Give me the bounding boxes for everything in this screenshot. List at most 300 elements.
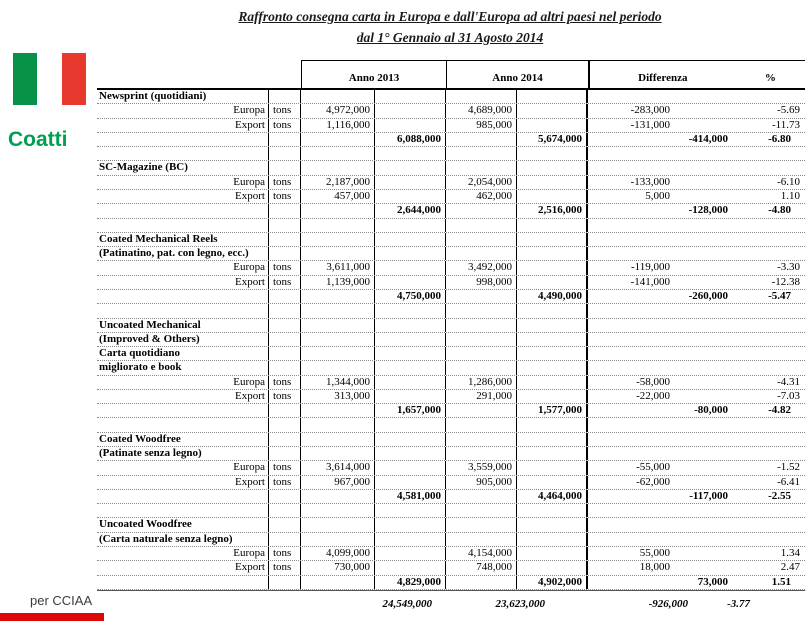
section-label-row	[97, 247, 805, 261]
cell-unit	[269, 90, 301, 103]
section-label-row	[97, 533, 805, 547]
cell-unit	[269, 133, 301, 146]
cell-13b	[375, 504, 446, 517]
cell-diff: -117,000	[689, 489, 728, 502]
cell-pct: -5.47	[768, 289, 791, 302]
cell-14b	[517, 547, 588, 560]
cell-13b	[375, 233, 446, 246]
cell-14a: 998,000	[446, 276, 517, 289]
cell-pct: -6.10	[777, 175, 800, 188]
cell-pct: -4.31	[777, 375, 800, 388]
cell-diff: -131,000	[630, 118, 670, 131]
cell-unit	[269, 290, 301, 303]
cell-unit	[269, 319, 301, 332]
cell-14a: 462,000	[446, 190, 517, 203]
section-total-row	[97, 490, 805, 504]
cell-diff: -58,000	[636, 375, 670, 388]
cell-13b	[375, 147, 446, 160]
cell-label: (Patinatino, pat. con legno, ecc.)	[97, 247, 269, 260]
coatti-logo-text: Coatti	[8, 128, 68, 151]
table-row	[97, 390, 805, 404]
flag-red-stripe	[62, 53, 86, 105]
cell-pct: -4.80	[768, 204, 791, 217]
cell-pct: -1.52	[777, 461, 800, 474]
cell-diff	[588, 447, 735, 460]
cell-label	[97, 418, 269, 431]
cell-14b: 4,902,000	[517, 576, 588, 589]
cell-13b	[375, 447, 446, 460]
cell-14a	[446, 304, 517, 317]
cell-13b	[375, 461, 446, 474]
cell-label: (Carta naturale senza legno)	[97, 533, 269, 546]
cell-label	[97, 490, 269, 503]
header-spacer	[97, 60, 301, 88]
cell-14a	[446, 418, 517, 431]
cell-label	[97, 204, 269, 217]
cell-14b	[517, 561, 588, 574]
cell-13a: 730,000	[301, 561, 375, 574]
cell-13b	[375, 390, 446, 403]
header-differenza-group	[588, 60, 805, 88]
cell-14a	[446, 219, 517, 232]
cell-13a	[301, 133, 375, 146]
cell-14a	[446, 233, 517, 246]
cell-label: Uncoated Woodfree	[97, 518, 269, 531]
cell-13b	[375, 376, 446, 389]
cell-13a	[301, 433, 375, 446]
cell-14a	[446, 404, 517, 417]
cell-13a	[301, 490, 375, 503]
cell-unit	[269, 404, 301, 417]
cell-14a	[446, 133, 517, 146]
cell-pct	[735, 219, 805, 232]
cell-unit: tons	[269, 461, 301, 474]
cell-label	[97, 219, 269, 232]
cell-13b	[375, 418, 446, 431]
cell-14b	[517, 219, 588, 232]
cell-diff	[588, 233, 735, 246]
table-row	[97, 190, 805, 204]
cell-14b	[517, 104, 588, 117]
cell-13a	[301, 204, 375, 217]
cell-pct: -4.82	[768, 404, 791, 417]
cell-label: Europa	[97, 176, 269, 189]
cell-14b	[517, 347, 588, 360]
table-header-row	[97, 60, 805, 90]
cell-13b	[375, 119, 446, 132]
table-row	[97, 561, 805, 575]
cell-diff: -119,000	[630, 261, 670, 274]
cell-label: Europa	[97, 261, 269, 274]
cell-13b	[375, 190, 446, 203]
cell-label: Newsprint (quotidiani)	[97, 90, 269, 103]
cell-13a: 457,000	[301, 190, 375, 203]
cell-13a	[301, 161, 375, 174]
cell-label: Europa	[97, 376, 269, 389]
cell-13b	[375, 319, 446, 332]
table-row	[97, 476, 805, 490]
cell-14b	[517, 161, 588, 174]
cell-unit: tons	[269, 104, 301, 117]
cell-13a	[301, 533, 375, 546]
cell-pct	[735, 361, 805, 374]
section-label-row	[97, 233, 805, 247]
cell-unit: tons	[269, 476, 301, 489]
cell-14a: 748,000	[446, 561, 517, 574]
cell-14a	[446, 347, 517, 360]
cell-pct: -5.69	[777, 104, 800, 117]
cell-pct: -11.73	[771, 118, 800, 131]
cell-diff	[588, 319, 735, 332]
cell-pct: -2.55	[768, 489, 791, 502]
spacer-row	[97, 219, 805, 233]
spacer-row	[97, 147, 805, 161]
cell-14b: 4,490,000	[517, 290, 588, 303]
cell-13a	[301, 90, 375, 103]
cell-14b	[517, 261, 588, 274]
cell-diff: -260,000	[688, 289, 728, 302]
cell-pct	[735, 319, 805, 332]
cell-13b	[375, 276, 446, 289]
cell-unit: tons	[269, 176, 301, 189]
cell-14b	[517, 233, 588, 246]
cell-unit: tons	[269, 190, 301, 203]
cell-14a: 4,154,000	[446, 547, 517, 560]
header-anno-2014: Anno 2014	[446, 60, 588, 88]
cell-14b	[517, 476, 588, 489]
cell-pct	[735, 418, 805, 431]
cell-13b	[375, 161, 446, 174]
cell-pct	[735, 347, 805, 360]
cell-unit	[269, 233, 301, 246]
cell-13a: 3,611,000	[301, 261, 375, 274]
cell-diff: -414,000	[688, 132, 728, 145]
cell-13a	[301, 247, 375, 260]
cell-label: Export	[97, 190, 269, 203]
cell-unit	[269, 533, 301, 546]
cell-unit: tons	[269, 276, 301, 289]
cell-unit	[269, 418, 301, 431]
cell-pct	[735, 504, 805, 517]
cell-pct: -7.03	[777, 389, 800, 402]
cell-unit	[269, 490, 301, 503]
table-row	[97, 276, 805, 290]
cell-13b: 4,829,000	[375, 576, 446, 589]
cell-14a: 2,054,000	[446, 176, 517, 189]
cell-label: Coated Mechanical Reels	[97, 233, 269, 246]
spacer-row	[97, 418, 805, 432]
cell-14a	[446, 204, 517, 217]
cell-13a: 3,614,000	[301, 461, 375, 474]
cell-13b: 2,644,000	[375, 204, 446, 217]
section-label-row	[97, 361, 805, 375]
table-body	[97, 90, 805, 591]
cell-label: Export	[97, 561, 269, 574]
spacer-row	[97, 304, 805, 318]
cell-pct	[735, 333, 805, 346]
cell-unit	[269, 347, 301, 360]
cell-14a	[446, 361, 517, 374]
cell-diff: 55,000	[639, 547, 670, 559]
section-total-row	[97, 290, 805, 304]
cell-unit	[269, 247, 301, 260]
cell-14b	[517, 447, 588, 460]
section-label-row	[97, 518, 805, 532]
cell-label: Export	[97, 119, 269, 132]
cell-14a: 3,559,000	[446, 461, 517, 474]
cell-14b: 1,577,000	[517, 404, 588, 417]
cell-14b	[517, 190, 588, 203]
cell-pct	[735, 304, 805, 317]
section-total-row	[97, 133, 805, 147]
cell-diff: -55,000	[636, 461, 670, 474]
cell-13b	[375, 433, 446, 446]
cell-14b	[517, 147, 588, 160]
cell-unit	[269, 161, 301, 174]
cell-diff	[588, 219, 735, 232]
cell-14b	[517, 176, 588, 189]
cell-label: Carta quotidiano	[97, 347, 269, 360]
cell-14b	[517, 418, 588, 431]
cell-13a	[301, 219, 375, 232]
cell-13a: 2,187,000	[301, 176, 375, 189]
cell-14a	[446, 290, 517, 303]
cell-unit	[269, 361, 301, 374]
cell-diff	[588, 161, 735, 174]
cell-13b	[375, 304, 446, 317]
cell-diff	[588, 347, 735, 360]
cell-13a	[301, 418, 375, 431]
cell-13b	[375, 90, 446, 103]
cell-13a	[301, 504, 375, 517]
cell-pct: 1.51	[771, 575, 791, 588]
cell-14b	[517, 247, 588, 260]
footer-text: per CCIAA	[30, 593, 93, 608]
cell-diff: -141,000	[630, 275, 670, 288]
cell-13b	[375, 347, 446, 360]
table-row	[97, 461, 805, 475]
cell-13b	[375, 333, 446, 346]
cell-14b	[517, 518, 588, 531]
cell-label	[97, 504, 269, 517]
cell-13a	[301, 333, 375, 346]
title-line-1: Raffronto consegna carta in Europa e dall'Europa ad altri paesi nel periodo	[238, 9, 662, 24]
cell-14a	[446, 447, 517, 460]
cell-unit: tons	[269, 261, 301, 274]
cell-pct	[735, 533, 805, 546]
cell-13a: 1,139,000	[301, 276, 375, 289]
cell-unit: tons	[269, 390, 301, 403]
cell-diff	[588, 333, 735, 346]
cell-14b	[517, 376, 588, 389]
cell-13b	[375, 361, 446, 374]
cell-13a	[301, 147, 375, 160]
cell-14b	[517, 361, 588, 374]
section-label-row	[97, 333, 805, 347]
cell-unit	[269, 204, 301, 217]
cell-diff: -22,000	[636, 389, 670, 402]
cell-14b	[517, 433, 588, 446]
cell-label	[97, 404, 269, 417]
cell-13b	[375, 561, 446, 574]
cell-13a	[301, 319, 375, 332]
cell-pct: -6.80	[768, 132, 791, 145]
cell-13a	[301, 518, 375, 531]
grand-total-2013: 24,549,000	[382, 598, 432, 610]
cell-13b	[375, 533, 446, 546]
cell-pct	[735, 447, 805, 460]
cell-13b: 4,581,000	[375, 490, 446, 503]
cell-13b	[375, 176, 446, 189]
cell-14a	[446, 161, 517, 174]
page-title	[95, 6, 805, 48]
cell-pct: -6.41	[777, 475, 800, 488]
cell-14a: 291,000	[446, 390, 517, 403]
cell-diff: 18,000	[639, 561, 670, 574]
cell-13b	[375, 219, 446, 232]
cell-pct	[735, 518, 805, 531]
cell-label: Export	[97, 476, 269, 489]
data-table	[97, 60, 805, 591]
section-label-row	[97, 161, 805, 175]
cell-13b	[375, 476, 446, 489]
cell-unit: tons	[269, 376, 301, 389]
cell-pct: 1.34	[780, 547, 800, 559]
cell-13a	[301, 576, 375, 589]
cell-13a	[301, 233, 375, 246]
header-differenza: Differenza	[638, 72, 688, 84]
cell-diff	[588, 418, 735, 431]
header-anno-2013: Anno 2013	[301, 60, 446, 88]
italy-flag	[13, 53, 86, 105]
accent-bar	[0, 613, 104, 621]
section-label-row	[97, 433, 805, 447]
cell-diff: -128,000	[688, 204, 728, 217]
cell-label	[97, 290, 269, 303]
cell-diff: -62,000	[636, 475, 670, 488]
header-percent: %	[764, 72, 776, 84]
cell-label: (Improved & Others)	[97, 333, 269, 346]
flag-white-stripe	[37, 53, 62, 105]
cell-14b	[517, 504, 588, 517]
cell-14b	[517, 319, 588, 332]
cell-14b: 2,516,000	[517, 204, 588, 217]
section-total-row	[97, 204, 805, 218]
cell-14a: 3,492,000	[446, 261, 517, 274]
table-row	[97, 176, 805, 190]
cell-13a	[301, 290, 375, 303]
cell-unit: tons	[269, 561, 301, 574]
cell-14b	[517, 333, 588, 346]
cell-unit	[269, 219, 301, 232]
cell-14b	[517, 533, 588, 546]
cell-pct	[735, 247, 805, 260]
cell-diff	[588, 247, 735, 260]
cell-diff	[588, 361, 735, 374]
cell-13a: 4,972,000	[301, 104, 375, 117]
cell-diff: 73,000	[697, 575, 728, 588]
cell-unit	[269, 576, 301, 589]
cell-14a	[446, 147, 517, 160]
cell-label: Uncoated Mechanical	[97, 319, 269, 332]
section-label-row	[97, 347, 805, 361]
cell-14a	[446, 247, 517, 260]
cell-pct	[735, 90, 805, 103]
cell-label: Coated Woodfree	[97, 433, 269, 446]
cell-14a: 985,000	[446, 119, 517, 132]
cell-13b	[375, 547, 446, 560]
cell-13b: 4,750,000	[375, 290, 446, 303]
cell-13a: 313,000	[301, 390, 375, 403]
cell-14b	[517, 276, 588, 289]
cell-pct: -3.30	[777, 261, 800, 274]
cell-pct	[735, 233, 805, 246]
cell-13b	[375, 247, 446, 260]
section-label-row	[97, 319, 805, 333]
cell-14a	[446, 576, 517, 589]
cell-14b	[517, 390, 588, 403]
cell-13b	[375, 104, 446, 117]
cell-unit	[269, 447, 301, 460]
cell-label: Export	[97, 390, 269, 403]
cell-label	[97, 133, 269, 146]
cell-13a: 4,099,000	[301, 547, 375, 560]
cell-14b: 5,674,000	[517, 133, 588, 146]
cell-label: Export	[97, 276, 269, 289]
cell-unit	[269, 504, 301, 517]
cell-13a	[301, 447, 375, 460]
cell-diff: -283,000	[630, 104, 670, 117]
section-total-row	[97, 576, 805, 590]
title-line-2: dal 1° Gennaio al 31 Agosto 2014	[356, 30, 544, 45]
cell-diff	[588, 90, 735, 103]
cell-14a	[446, 90, 517, 103]
cell-14a	[446, 533, 517, 546]
cell-14a	[446, 319, 517, 332]
cell-label	[97, 576, 269, 589]
cell-14b	[517, 304, 588, 317]
cell-14b	[517, 90, 588, 103]
cell-13b	[375, 261, 446, 274]
cell-14a: 4,689,000	[446, 104, 517, 117]
cell-diff: -80,000	[694, 404, 728, 417]
cell-13b: 1,657,000	[375, 404, 446, 417]
cell-13b	[375, 518, 446, 531]
table-row	[97, 376, 805, 390]
table-row	[97, 547, 805, 561]
cell-13a	[301, 347, 375, 360]
cell-label: (Patinate senza legno)	[97, 447, 269, 460]
cell-pct: 1.10	[780, 189, 800, 202]
cell-unit	[269, 333, 301, 346]
cell-pct	[735, 433, 805, 446]
section-label-row	[97, 90, 805, 104]
cell-unit	[269, 304, 301, 317]
cell-14a	[446, 433, 517, 446]
cell-14a	[446, 333, 517, 346]
cell-label	[97, 147, 269, 160]
table-row	[97, 119, 805, 133]
cell-unit: tons	[269, 119, 301, 132]
cell-label: Europa	[97, 461, 269, 474]
cell-pct	[735, 161, 805, 174]
spacer-row	[97, 504, 805, 518]
cell-label: Europa	[97, 104, 269, 117]
cell-diff	[588, 304, 735, 317]
cell-13a	[301, 404, 375, 417]
cell-unit: tons	[269, 547, 301, 560]
cell-label: migliorato e book	[97, 361, 269, 374]
